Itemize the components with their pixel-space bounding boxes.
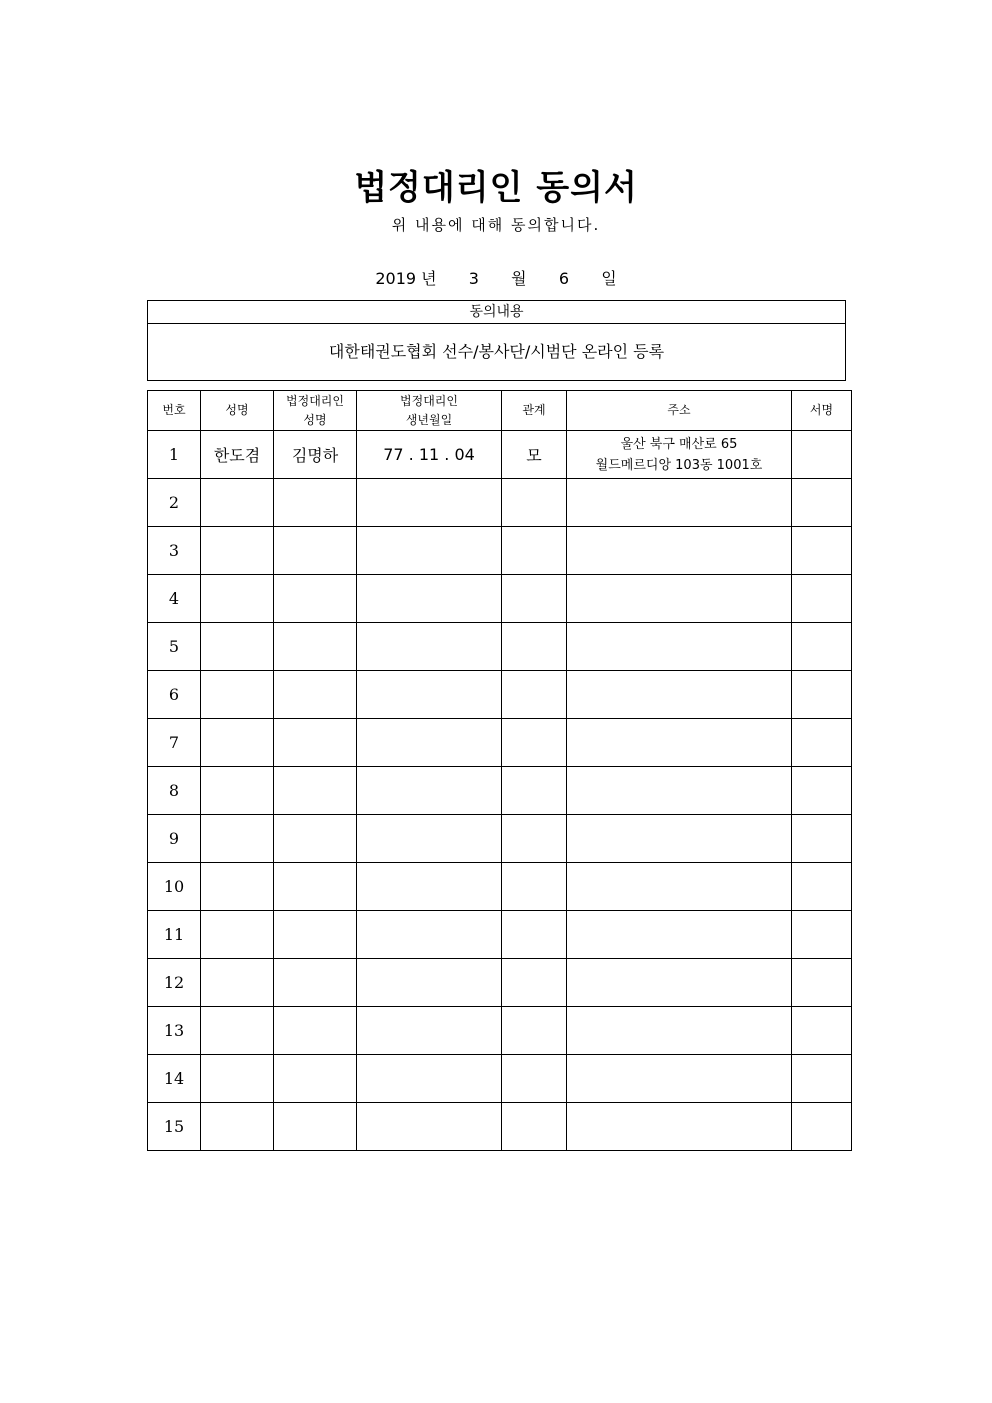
row-no-cell: 15 bbox=[148, 1103, 201, 1151]
row-signature-cell bbox=[792, 623, 852, 671]
table-row bbox=[148, 863, 852, 911]
header-relation: 관계 bbox=[502, 391, 567, 431]
table-row bbox=[148, 1103, 852, 1151]
date-month: 3 bbox=[468, 269, 479, 288]
header-guardian-birth-line1: 법정대리인 bbox=[400, 393, 458, 408]
row-name-cell bbox=[201, 959, 274, 1007]
row-address-cell bbox=[567, 479, 792, 527]
row-no-cell: 10 bbox=[148, 863, 201, 911]
row-guardian-name-cell bbox=[274, 1055, 357, 1103]
header-signature: 서명 bbox=[792, 391, 852, 431]
row-no-cell: 13 bbox=[148, 1007, 201, 1055]
row-guardian-name-cell: 김명하 bbox=[274, 431, 357, 479]
row-address-cell bbox=[567, 671, 792, 719]
row-name-cell bbox=[201, 1007, 274, 1055]
row-relation-cell bbox=[502, 671, 567, 719]
row-guardian-name-cell bbox=[274, 1007, 357, 1055]
row-guardian-name-cell bbox=[274, 623, 357, 671]
row-no-cell: 8 bbox=[148, 767, 201, 815]
row-guardian-name-cell bbox=[274, 671, 357, 719]
row-address-line1: 울산 북구 매산로 65 bbox=[620, 436, 738, 452]
row-no-cell: 14 bbox=[148, 1055, 201, 1103]
consent-header: 동의내용 bbox=[148, 301, 845, 324]
header-guardian-birth-line2: 생년월일 bbox=[405, 412, 453, 427]
row-signature-cell bbox=[792, 767, 852, 815]
table-row bbox=[148, 1055, 852, 1103]
row-signature-cell bbox=[792, 863, 852, 911]
row-relation-cell bbox=[502, 959, 567, 1007]
row-guardian-birth-cell bbox=[357, 623, 502, 671]
document-subtitle: 위 내용에 대해 동의합니다. bbox=[391, 216, 601, 234]
header-name: 성명 bbox=[201, 391, 274, 431]
row-relation-cell bbox=[502, 1007, 567, 1055]
row-address-cell bbox=[567, 959, 792, 1007]
row-signature-cell bbox=[792, 575, 852, 623]
row-name-cell bbox=[201, 527, 274, 575]
row-address-cell bbox=[567, 623, 792, 671]
row-guardian-birth-cell bbox=[357, 815, 502, 863]
table-row bbox=[148, 575, 852, 623]
row-address-cell bbox=[567, 767, 792, 815]
row-guardian-name-cell bbox=[274, 863, 357, 911]
row-guardian-birth-cell bbox=[357, 575, 502, 623]
row-guardian-name-cell bbox=[274, 719, 357, 767]
row-signature-cell bbox=[792, 431, 852, 479]
row-guardian-birth-cell bbox=[357, 527, 502, 575]
row-no-cell: 4 bbox=[148, 575, 201, 623]
row-no-cell: 12 bbox=[148, 959, 201, 1007]
row-address-cell bbox=[567, 1103, 792, 1151]
row-no-cell: 11 bbox=[148, 911, 201, 959]
row-relation-cell bbox=[502, 1103, 567, 1151]
row-name-cell bbox=[201, 671, 274, 719]
row-name-cell bbox=[201, 815, 274, 863]
consent-content: 대한태권도협회 선수/봉사단/시범단 온라인 등록 bbox=[328, 342, 665, 361]
row-no-cell: 6 bbox=[148, 671, 201, 719]
row-signature-cell bbox=[792, 671, 852, 719]
row-no-cell: 2 bbox=[148, 479, 201, 527]
table-row bbox=[148, 1007, 852, 1055]
date-year: 2019 bbox=[375, 269, 417, 288]
date-month-unit: 월 bbox=[511, 269, 527, 288]
table-row bbox=[148, 815, 852, 863]
row-name-cell bbox=[201, 911, 274, 959]
guardian-table bbox=[147, 390, 852, 1151]
row-relation-cell bbox=[502, 719, 567, 767]
row-signature-cell bbox=[792, 1055, 852, 1103]
header-no: 번호 bbox=[148, 391, 201, 431]
row-address-cell bbox=[567, 431, 792, 479]
row-no-cell: 7 bbox=[148, 719, 201, 767]
row-guardian-birth-cell bbox=[357, 1007, 502, 1055]
row-signature-cell bbox=[792, 959, 852, 1007]
row-guardian-birth-cell bbox=[357, 719, 502, 767]
table-row bbox=[148, 527, 852, 575]
row-name-cell bbox=[201, 479, 274, 527]
row-name-cell bbox=[201, 719, 274, 767]
row-address-cell bbox=[567, 575, 792, 623]
row-guardian-birth-cell bbox=[357, 1055, 502, 1103]
table-row bbox=[148, 719, 852, 767]
table-body bbox=[148, 431, 852, 1151]
table-row bbox=[148, 767, 852, 815]
row-name-cell bbox=[201, 623, 274, 671]
row-guardian-name-cell bbox=[274, 959, 357, 1007]
row-signature-cell bbox=[792, 911, 852, 959]
row-no-cell: 5 bbox=[148, 623, 201, 671]
consent-content-box bbox=[147, 300, 846, 381]
row-address-cell bbox=[567, 719, 792, 767]
row-guardian-birth-cell bbox=[357, 767, 502, 815]
row-name-cell bbox=[201, 1103, 274, 1151]
header-guardian-name bbox=[274, 391, 357, 431]
row-address-line2: 월드메르디앙 103동 1001호 bbox=[595, 457, 763, 473]
table-row bbox=[148, 671, 852, 719]
row-guardian-name-cell bbox=[274, 815, 357, 863]
table-row bbox=[148, 431, 852, 479]
row-address-cell bbox=[567, 1055, 792, 1103]
row-guardian-name-cell bbox=[274, 479, 357, 527]
row-guardian-birth-cell bbox=[357, 479, 502, 527]
row-no-cell: 9 bbox=[148, 815, 201, 863]
row-guardian-name-cell bbox=[274, 527, 357, 575]
row-address-cell bbox=[567, 911, 792, 959]
row-relation-cell bbox=[502, 623, 567, 671]
row-signature-cell bbox=[792, 527, 852, 575]
header-guardian-name-line2: 성명 bbox=[303, 412, 327, 427]
row-relation-cell bbox=[502, 911, 567, 959]
row-relation-cell bbox=[502, 767, 567, 815]
header-guardian-birth bbox=[357, 391, 502, 431]
row-signature-cell bbox=[792, 719, 852, 767]
row-name-cell bbox=[201, 1055, 274, 1103]
row-guardian-birth-cell bbox=[357, 863, 502, 911]
row-relation-cell bbox=[502, 863, 567, 911]
table-row bbox=[148, 911, 852, 959]
date-day-unit: 일 bbox=[601, 269, 617, 288]
row-guardian-name-cell bbox=[274, 1103, 357, 1151]
row-relation-cell bbox=[502, 479, 567, 527]
row-signature-cell bbox=[792, 1103, 852, 1151]
row-guardian-birth-cell bbox=[357, 911, 502, 959]
table-row bbox=[148, 623, 852, 671]
row-guardian-birth-cell bbox=[357, 1103, 502, 1151]
row-guardian-birth-cell bbox=[357, 671, 502, 719]
row-signature-cell bbox=[792, 815, 852, 863]
row-no-cell: 1 bbox=[148, 431, 201, 479]
row-signature-cell bbox=[792, 1007, 852, 1055]
row-guardian-birth-cell bbox=[357, 959, 502, 1007]
row-guardian-name-cell bbox=[274, 911, 357, 959]
table-row bbox=[148, 479, 852, 527]
row-signature-cell bbox=[792, 479, 852, 527]
row-name-cell bbox=[201, 767, 274, 815]
date-day: 6 bbox=[558, 269, 570, 288]
date-year-unit: 년 bbox=[421, 269, 437, 288]
row-guardian-name-cell bbox=[274, 767, 357, 815]
row-no-cell: 3 bbox=[148, 527, 201, 575]
row-address-cell bbox=[567, 1007, 792, 1055]
row-name-cell bbox=[201, 575, 274, 623]
row-name-cell bbox=[201, 863, 274, 911]
row-guardian-birth-cell: 77 . 11 . 04 bbox=[357, 431, 502, 479]
header-guardian-name-line1: 법정대리인 bbox=[286, 393, 344, 408]
consent-date bbox=[0, 266, 992, 289]
row-address-cell bbox=[567, 527, 792, 575]
row-guardian-name-cell bbox=[274, 575, 357, 623]
row-relation-cell bbox=[502, 575, 567, 623]
row-relation-cell bbox=[502, 815, 567, 863]
document-title: 법정대리인 동의서 bbox=[354, 168, 638, 208]
header-address: 주소 bbox=[567, 391, 792, 431]
row-relation-cell: 모 bbox=[502, 431, 567, 479]
row-name-cell: 한도겸 bbox=[201, 431, 274, 479]
row-relation-cell bbox=[502, 1055, 567, 1103]
table-row bbox=[148, 959, 852, 1007]
row-relation-cell bbox=[502, 527, 567, 575]
row-address-cell bbox=[567, 863, 792, 911]
row-address-cell bbox=[567, 815, 792, 863]
table-header-row bbox=[148, 391, 852, 431]
